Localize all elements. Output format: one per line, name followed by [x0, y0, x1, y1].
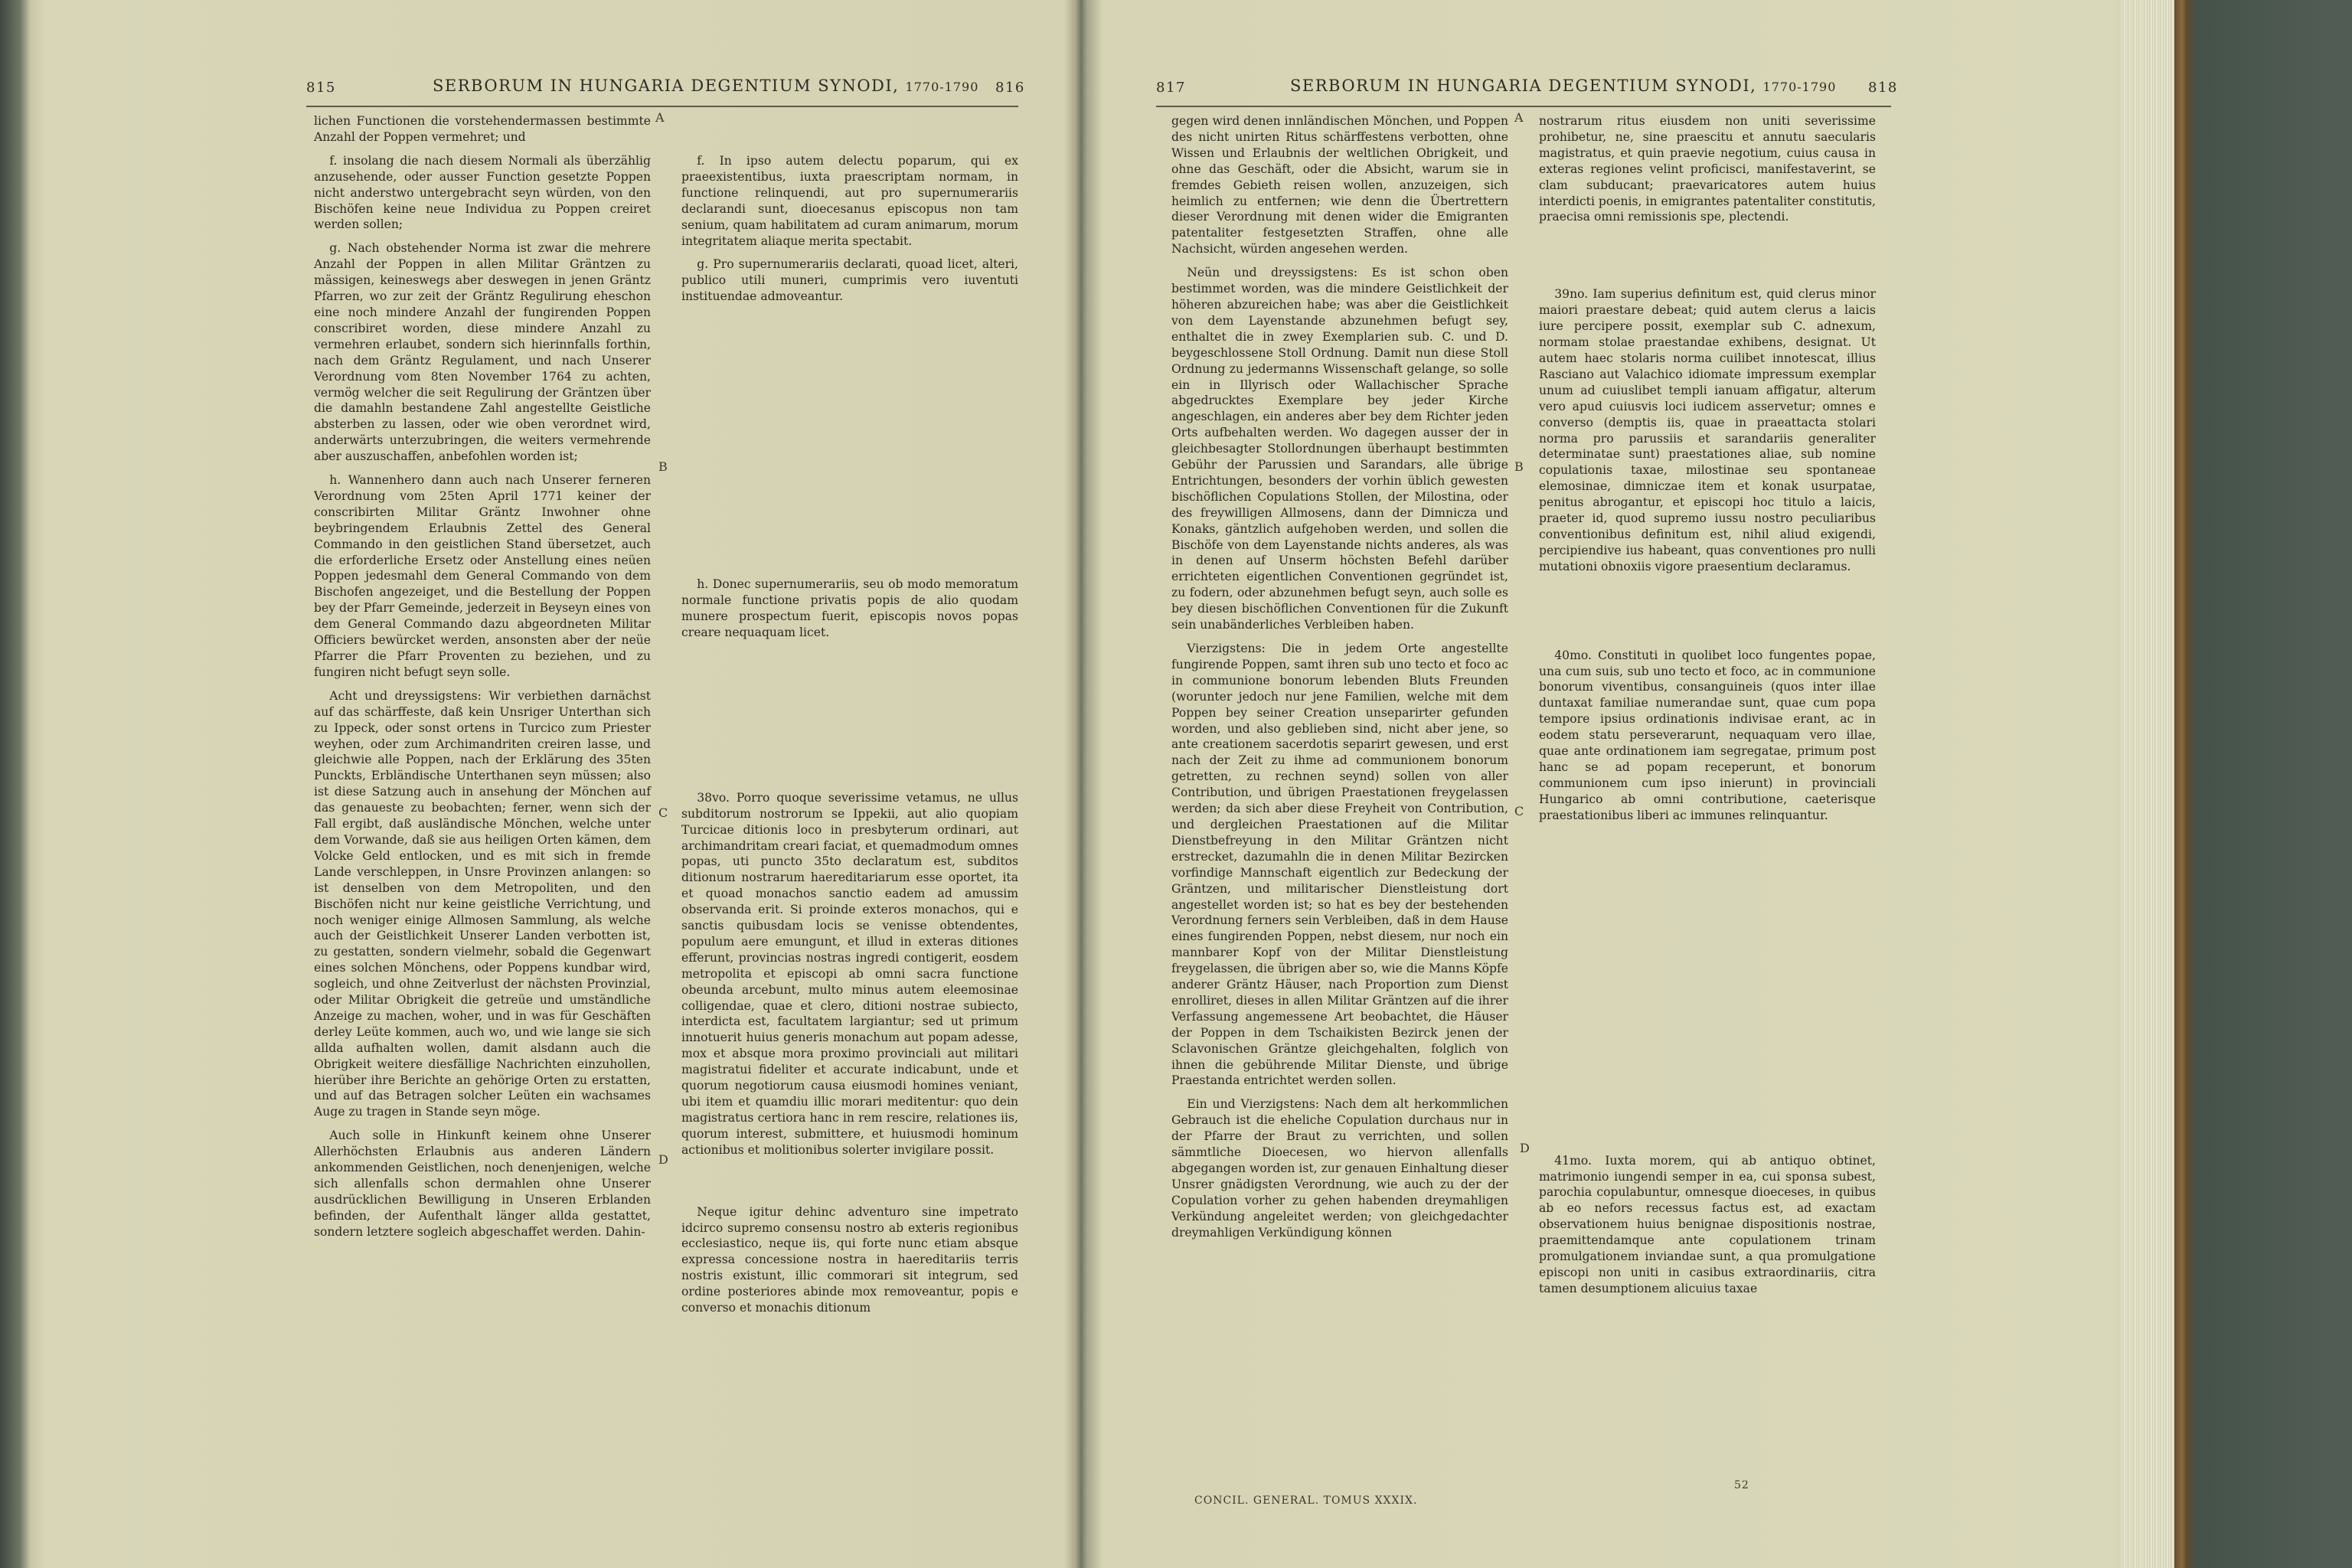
- paragraph: Ein und Vierzigstens: Nach dem alt herkommlichen Gebrauch ist die eheliche Copulation durchaus nur in der Pfarre der Braut zu verrichten, und sollen sämmtliche Dioecesen, wo hiervon allenfalls abgegangen worden ist, zur genauen Einhaltung dieser Unsrer gnädigsten Verordnung, wie auch zu der der Copulation vorher zu gehen habenden dreymahligen Verkündung angeleitet werden; von gleichgedachter dreymahligen Verkündigung können: [1171, 1097, 1508, 1240]
- paragraph: 40mo. Constituti in quolibet loco fungentes popae, una cum suis, sub uno tecto et foco, ac in communione bonorum viventibus, consanguineis (quos inter illae duntaxat familiae numerandae sunt, quae cum popa tempore ipsius ordinationis indivisae erant, ac in eodem statu perseverarunt, nequaquam vero illae, quae ante ordinationem iam segregatae, primum post hanc se ad popam receperunt, et bonorum communionem cum ipso inierunt) in provinciali Hungarico ab omni contributione, caeterisque praestationibus liberi ac immunes relinquantur.: [1539, 648, 1876, 822]
- margin-letter: A: [655, 110, 665, 125]
- margin-letter: C: [1514, 804, 1524, 818]
- page-number: 815: [306, 80, 336, 96]
- paragraph: h. Donec supernumerariis, seu ob modo memoratum normale functione privatis popis de alio quodam munere prospectum fuerit, episcopis novos popas creare nequaquam licet.: [681, 577, 1018, 639]
- page-number: 816: [995, 80, 1025, 96]
- paragraph: 41mo. Iuxta morem, qui ab antiquo obtinet, matrimonio iungendi semper in ea, cui sponsa subest, parochia copulabuntur, omnesque dioeceses, in quibus ab eo nefors recessus factus est, ad exactam observationem huius benignae dispositionis nostrae, praemittendamque ante copulationem trinam promulgationem inviandae sunt, a qua promulgatione episcopi non uniti in casibus extraordinariis, citra tamen desumptionem alicuius taxae: [1539, 1153, 1876, 1295]
- german-column: [1171, 113, 1508, 1249]
- paragraph: Neque igitur dehinc adventuro sine impetrato idcirco supremo consensu nostro ab exteris regionibus ecclesiastico, neque iis, qui forte nunc etiam absque expressa concessione nostra in haereditariis terris nostris existunt, illic commorari sit integrum, sed ordine posteriores abinde mox removeantur, popis e converso et monachis ditionum: [681, 1204, 1018, 1315]
- signature-mark: 52: [1734, 1479, 1749, 1491]
- paragraph: nostrarum ritus eiusdem non uniti severissime prohibetur, ne, sine praescitu et annutu saecularis magistratus, et quin praevie negotium, cuius causa in exteras regiones velint proficisci, manifestaverint, se clam subducant; praevaricatores autem huius interdicti poenis, in emigrantes patentaliter constitutis, praecisa omni remissionis spe, plectendi.: [1539, 114, 1876, 224]
- running-title-years: 1770-1790: [1762, 80, 1837, 94]
- margin-letter: B: [1514, 459, 1524, 474]
- left-page: [46, 0, 1072, 1568]
- paragraph: Acht und dreyssigstens: Wir verbiethen darnächst auf das schärffeste, daß kein Unsriger Unterthan sich zu Ippeck, oder sonst ortens in Turcico zum Priester weyhen, oder zum Archimandriten creiren lasse, und gleichwie alle Poppen, nach der Erklärung des 35ten Punckts, Erbländische Unterthanen seyn müssen; also ist diese Satzung auch in ansehung der Mönchen auf das genaueste zu beobachten; ferner, wenn sich der Fall ergibt, daß ausländische Mönchen, welche unter dem Vorwande, daß sie aus heiligen Orten kämen, dem Volcke Geld entlocken, und es mit sich in fremde Lande verschleppen, in Unsre Provinzen anlangen: so ist denselben von dem Metropoliten, und den Bischöfen nicht nur keine geistliche Verrichtung, und noch weniger einige Allmosen Sammlung, als welche auch der Geistlichkeit Unserer Landen verbotten ist, zu gestatten, sondern vielmehr, sobald die Gegenwart eines solchen Mönchens, oder Poppens kundbar wird, sogleich, und ohne Zeitverlust der nächsten Provinzial, oder Militar Obrigkeit die getreüe und umständliche Anzeige zu machen, woher, und in was für Geschäften derley Leüte kommen, auch wo, und wie lange sie sich allda aufhalten wollen, damit alsdann auch die Obrigkeit weitere diesfällige Nachrichten einzuhollen, hierüber ihre Berichte an gehörige Orten zu erstatten, und auf das Betragen solcher Leüten ein wachsames Auge zu tragen in Stande seyn möge.: [314, 688, 651, 1119]
- running-title-years: 1770-1790: [905, 80, 979, 94]
- paragraph: Neün und dreyssigstens: Es ist schon oben bestimmet worden, was die mindere Geistlichkeit der höheren abzureichen habe; was aber die Geistlichkeit von dem Layenstande abzunehmen befugt sey, enthaltet die in zwey Exemplarien sub. C. und D. beygeschlossene Stoll Ordnung. Damit nun diese Stoll Ordnung zu jedermanns Wissenschaft gelange, so solle ein in Illyrisch oder Wallachischer Sprache abgedrucktes Exemplare bey jeder Kirche angeschlagen, ein anderes aber bey dem Richter jeden Orts aufbehalten werden. Wo dagegen ausser der in gleichbesagter Stollordnungen überhaupt bestimmten Gebühr der Parussien und Sarandars, alle übrige Entrichtungen, besonders der vorhin üblich gewesten bischöflichen Copulations Stollen, der Milostina, oder des freywilligen Allmosens, dann der Dimnicza und Konaks, gäntzlich aufgehoben werden, und sollen die Bischöfe von dem Layenstande nichts anderes, als was in denen auf Unserm höchsten Befehl darüber errichteten eigentlichen Conventionen gegründet ist, zu fodern, oder abzunehmen befugt seyn, auch solle es bey diesen bischöflichen Conventionen für die Zukunft sein unabänderliches Verbleiben haben.: [1171, 266, 1508, 632]
- page-number: 818: [1868, 80, 1898, 96]
- running-title: [433, 77, 978, 95]
- paragraph: lichen Functionen die vorstehendermassen bestimmte Anzahl der Poppen vermehret; und: [314, 114, 651, 144]
- running-header: [46, 77, 1072, 107]
- margin-letter: A: [1514, 110, 1524, 125]
- paragraph: f. In ipso autem delectu poparum, qui ex praeexistentibus, iuxta praescriptam normam, in functione relinquendi, aut pro supernumerariis declarandi sunt, dioecesanus episcopus non tam senium, quam habilitatem ad curam animarum, morum integritatem aliaque merita spectabit.: [681, 154, 1018, 248]
- paragraph: f. insolang die nach diesem Normali als überzählig anzusehende, oder ausser Function gesetzte Poppen nicht anderstwo untergebracht seyn würden, von den Bischöfen keine neue Individua zu Poppen creiret werden sollen;: [314, 153, 651, 232]
- paragraph: Auch solle in Hinkunft keinem ohne Unserer Allerhöchsten Erlaubnis aus anderen Ländern ankommenden Geistlichen, noch denenjenigen, welche sich allenfalls schon dermahlen ohne Unserer ausdrücklichen Bewilligung in Unseren Erblanden befinden, der Aufenthalt länger allda gestattet, sondern letztere sogleich abgeschaffet werden. Dahin-: [314, 1129, 651, 1239]
- margin-letter: D: [658, 1152, 668, 1167]
- running-title: [1290, 77, 1836, 95]
- book-cover-edge: [2174, 0, 2352, 1568]
- margin-letter: B: [658, 459, 668, 474]
- paragraph: gegen wird denen innländischen Mönchen, und Poppen des nicht unirten Ritus schärffestens verbotten, ohne Wissen und Erlaubnis der weltlichen Obrigkeit, und ohne das Geschäft, oder die Absicht, warum sie in fremdes Gebieth reisen wollen, anzuzeigen, sich heimlich zu entfernen; wie denn die Übertrettern dieser Verordnung mit denen wider die Emigranten patentaliter festgesetzten Straffen, ohne alle Nachsicht, würden angesehen werden.: [1171, 114, 1508, 256]
- footer-volume: CONCIL. GENERAL. TOMUS XXXIX.: [1194, 1494, 1418, 1507]
- latin-column: [681, 153, 1018, 1324]
- page-number: 817: [1156, 80, 1186, 96]
- paragraph: h. Wannenhero dann auch nach Unserer ferneren Verordnung vom 25ten April 1771 keiner der conscribirten Militar Gräntz Inwohner ohne beybringendem Erlaubnis Zettel des General Commando in den geistlichen Stand übersetzet, auch die erforderliche Ersetz oder Anstellung eines neüen Poppen jedesmahl dem General Commando von dem Bischofen angezeiget, und die Bestellung der Poppen bey der Pfarr Gemeinde, jederzeit in Beyseyn eines von dem General Commando dazu abgeordneten Militar Officiers bewürcket werden, ansonsten aber der neüe Pfarrer die Pfarr Proventen zu beziehen, und zu fungiren nicht befugt seyn solle.: [314, 473, 651, 679]
- header-rule: [1156, 106, 1891, 107]
- paragraph: g. Nach obstehender Norma ist zwar die mehrere Anzahl der Poppen in allen Militar Gräntzen zu mässigen, keineswegs aber deswegen in jenen Gräntz Pfarren, wo zur zeit der Gräntz Regulirung eheschon eine noch mindere Anzahl der fungirenden Poppen conscribiret worden, diese mindere Anzahl zu vermehren erlaubet, sondern sich hierinnfalls forthin, nach dem Gräntz Regulament, und nach Unserer Verordnung vom 8ten November 1764 zu achten, vermög welcher die seit Regulirung der Gräntzen über die damahln bestandene Zahl angestellte Geistliche absterben zu lassen, oder wie oben verordnet wird, anderwärts unterzubringen, die weiters vermehrende aber auszuschaffen, anbefohlen worden ist;: [314, 241, 651, 464]
- header-rule: [306, 106, 1018, 107]
- running-header: [1102, 77, 2121, 107]
- paragraph: g. Pro supernumerariis declarati, quoad licet, alteri, publico utili muneri, cumprimis vero iuventuti instituendae admoveantur.: [681, 257, 1018, 304]
- running-title-text: SERBORUM IN HUNGARIA DEGENTIUM SYNODI,: [433, 77, 900, 95]
- german-column: [314, 113, 651, 1248]
- right-page: [1102, 0, 2121, 1568]
- margin-letter: D: [1520, 1141, 1530, 1155]
- latin-column: [1539, 113, 1876, 1305]
- running-title-text: SERBORUM IN HUNGARIA DEGENTIUM SYNODI,: [1290, 77, 1757, 95]
- paragraph: Vierzigstens: Die in jedem Orte angestellte fungirende Poppen, samt ihren sub uno tecto et foco ac in communione bonorum lebenden Bluts Freunden (worunter jedoch nur jene Familien, welche mit dem Poppen bey seiner Creation unseparirter gefunden worden, und also geblieben sind, nicht aber jene, so ante creationem sacerdotis separirt gewesen, und erst nach der Zeit zu ihme ad communionem bonorum getretten, zu rechnen seynd) sollen von aller Contribution, und übrigen Praestationen freygelassen werden; da sich aber diese Freyheit von Contribution, und dergleichen Praestationen auf die Militar Dienstbefreyung in den Militar Gräntzen nicht erstrecket, dazumahln die in denen Militar Bezircken vorfindige Mannschaft eigentlich zur Bedeckung der Gräntzen, und militarischer Dienstleistung dort angestellet worden ist; so hat es bey der bestehenden Verordnung ferners sein Verbleiben, daß in dem Hause eines fungirenden Poppen, nebst diesem, nur noch ein mannbarer Kopf von der Militar Dienstleistung freygelassen, die übrigen aber so, wie die Manns Köpfe anderer Gräntz Häuser, nach Proportion zum Dienst enrolliret, dieses in allen Militar Gräntzen auf die ihrer Verfassung angemessene Art beobachtet, die Häuser der Poppen in dem Tschaikisten Bezirck jenen der Sclavonischen Gräntze gleichgehalten, folglich von ihnen die gebührende Militar Dienste, und übrige Praestanda entrichtet werden sollen.: [1171, 642, 1508, 1088]
- paragraph: 39no. Iam superius definitum est, quid clerus minor maiori praestare debeat; quid autem clerus a laicis iure percipere possit, exemplar sub C. adnexum, normam stolae praestandae exhibens, designat. Ut autem haec stolaris norma cuilibet innotescat, illius Rasciano aut Valachico idiomate impressum exemplar unum ad cuiuslibet templi ianuam affigatur, alterum vero apud cuiusvis loci iudicem asservetur; omnes e converso (demptis iis, quae in praeattacta stolari norma pro parussiis et sarandariis generaliter determinatae sunt) praestationes aliae, sub nomine copulationis taxae, milostinae seu spontaneae elemosinae, dimniczae item et konak usurpatae, penitus abrogantur, et episcopi hoc titulo a laicis, praeter id, quod supremo iussu nostro peculiaribus conventionibus definitum est, nihil aliud exigendi, percipiendive ius habeant, quas conventiones pro nulli mutationi obnoxiis vigore praesentium declaramus.: [1539, 287, 1876, 573]
- page-edges: [2121, 0, 2174, 1568]
- paragraph: 38vo. Porro quoque severissime vetamus, ne ullus subditorum nostrorum se Ippekii, aut alio quopiam Turcicae ditionis loco in presbyterum ordinari, aut archimandritam creari faciat, et quemadmodum omnes popas, uti puncto 35to declaratum est, subditos ditionum nostrarum haereditariarum esse oportet, ita et quoad monachos sanctio eadem ad amussim observanda erit. Si proinde exteros monachos, qui e sanctis quibusdam locis se venisse obtendentes, populum aere emungunt, et illud in exteras ditiones efferunt, provincias nostras ingredi contigerit, eosdem metropolita et episcopi ab omni sacra functione obeunda arcebunt, multo minus autem eleemosinae colligendae, quae et clero, ditioni nostrae subiecto, interdicta est, facultatem largiantur; sed ut primum innotuerit huius generis monachum aut popam adesse, mox et absque mora proximo provinciali aut militari magistratui fideliter et accurate indicabunt, unde et quorum negotiorum causa eiusmodi homines veniant, ubi item et quamdiu illic morari meditentur: quo dein magistratus certiora hanc in rem rescire, relationes iis, quorum interest, submittere, et huiusmodi hominum actionibus et molitionibus solerter invigilare possit.: [681, 790, 1018, 1157]
- margin-letter: C: [658, 805, 668, 820]
